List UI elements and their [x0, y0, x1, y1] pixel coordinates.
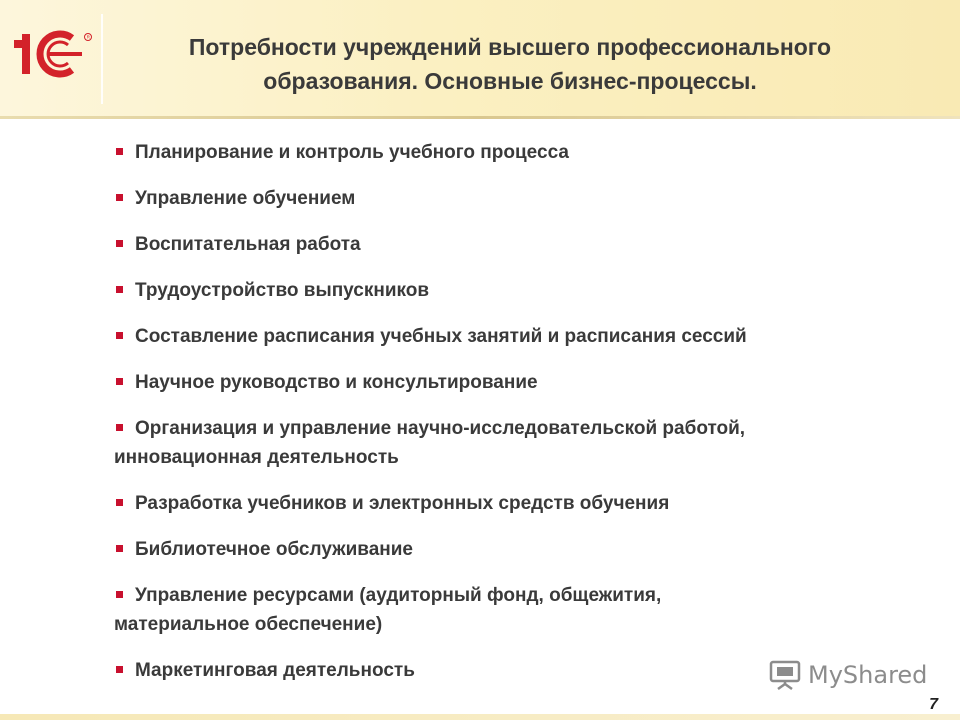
bullet-icon — [116, 148, 123, 155]
logo-1c — [10, 28, 96, 80]
myshared-watermark — [768, 657, 927, 693]
bullet-icon — [116, 194, 123, 201]
bullet-icon — [116, 545, 123, 552]
list-item: Разработка учебников и электронных средств обучения — [114, 489, 894, 518]
bullet-icon — [116, 378, 123, 385]
bullet-icon — [116, 240, 123, 247]
list-item: Маркетинговая деятельность — [114, 656, 894, 685]
watermark-text: MyShared — [808, 661, 928, 689]
list-item: Управление ресурсами (аудиторный фонд, общежития, материальное обеспечение) — [114, 585, 662, 635]
bullet-icon — [116, 286, 123, 293]
list-item: Научное руководство и консультирование — [114, 368, 894, 397]
business-process-list — [114, 138, 894, 702]
presentation-icon — [768, 659, 802, 691]
bullet-icon — [116, 332, 123, 339]
title-line-2: образования. Основные бизнес-процессы. — [263, 68, 757, 94]
bullet-icon — [116, 591, 123, 598]
list-item: Воспитательная работа — [114, 230, 894, 259]
title-line-1: Потребности учреждений высшего профессионального — [188, 34, 832, 60]
list-item: Трудоустройство выпускников — [114, 276, 894, 305]
footer-band — [0, 714, 960, 720]
list-item: Планирование и контроль учебного процесса — [114, 138, 894, 167]
bullet-icon — [116, 666, 123, 673]
list-item: Управление обучением — [114, 184, 894, 213]
bullet-icon — [116, 499, 123, 506]
list-item: Организация и управление научно-исследовательской работой, инновационная деятельность — [114, 418, 746, 468]
bullet-icon — [116, 424, 123, 431]
svg-text:R: R — [86, 34, 90, 40]
logo-separator — [101, 14, 103, 104]
page-number: 7 — [929, 696, 938, 713]
header-divider — [0, 116, 960, 119]
list-item: Составление расписания учебных занятий и расписания сессий — [114, 322, 894, 351]
list-item: Библиотечное обслуживание — [114, 535, 894, 564]
slide-title — [110, 30, 910, 98]
